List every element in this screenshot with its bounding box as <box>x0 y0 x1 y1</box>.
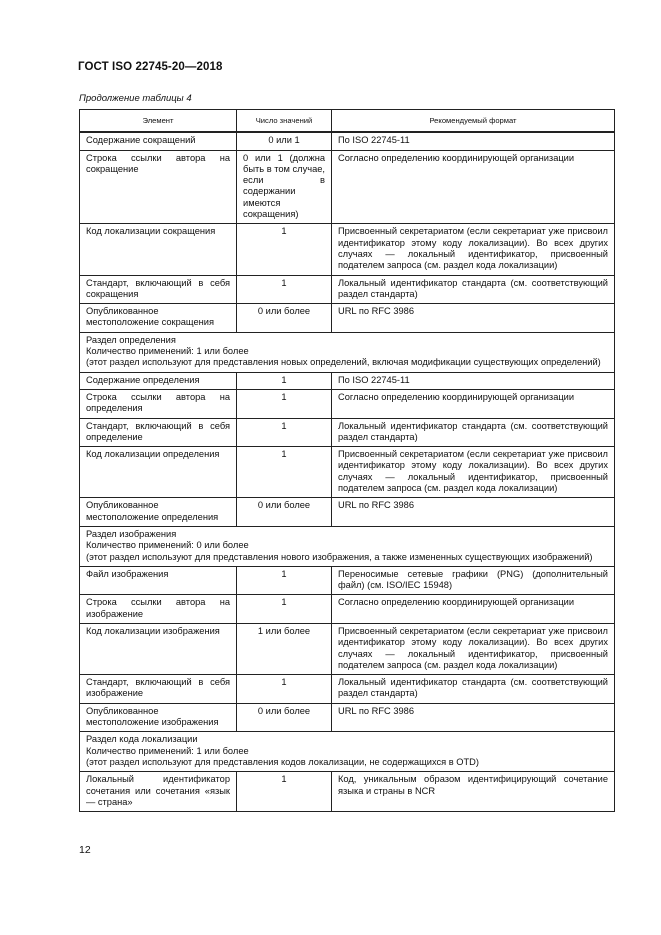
table-row <box>80 703 615 732</box>
cell-element: Стандарт, включающий в себя определение <box>80 418 237 447</box>
cell-count: 0 или 1 (должна быть в том случае, если в содержании имеются сокращения) <box>237 150 332 224</box>
section-title: Раздел изображения <box>86 528 177 539</box>
column-header-count: Число значений <box>237 110 332 133</box>
table-row <box>80 132 615 150</box>
cell-format: Присвоенный секретариатом (если секретариат уже присвоил идентификатор этому коду локализации). Во всех других случаях — локальный идентификатор, присвоенный подателем запроса (см. раздел кода локализации) <box>332 623 615 674</box>
cell-element: Опубликованное местоположение изображения <box>80 703 237 732</box>
section-note: (этот раздел используют для представления новых определений, включая модификации существующих определений) <box>86 357 601 368</box>
cell-count: 1 <box>237 566 332 595</box>
cell-format: Присвоенный секретариатом (если секретариат уже присвоил идентификатор этому коду локализации). Во всех других случаях — локальный идентификатор, присвоенный подателем запроса (см. раздел кода локализации) <box>332 224 615 275</box>
cell-element: Файл изображения <box>80 566 237 595</box>
cell-element: Код локализации определения <box>80 447 237 498</box>
cell-element: Опубликованное местоположение сокращения <box>80 304 237 333</box>
section-title: Раздел определения <box>86 334 176 345</box>
cell-count: 1 или более <box>237 623 332 674</box>
table-row <box>80 447 615 498</box>
cell-format: URL по RFC 3986 <box>332 498 615 527</box>
cell-format: По ISO 22745-11 <box>332 372 615 389</box>
table-row <box>80 595 615 624</box>
cell-format: Согласно определению координирующей организации <box>332 389 615 418</box>
cell-count: 1 <box>237 772 332 812</box>
cell-count: 1 <box>237 595 332 624</box>
cell-format: Переносимые сетевые графики (PNG) (дополнительный файл) (см. ISO/IEC 15948) <box>332 566 615 595</box>
cell-element: Код локализации сокращения <box>80 224 237 275</box>
page-number: 12 <box>79 844 91 856</box>
table-row <box>80 304 615 333</box>
cell-format: Локальный идентификатор стандарта (см. соответствующий раздел стандарта) <box>332 418 615 447</box>
table-row <box>80 566 615 595</box>
column-header-element: Элемент <box>80 110 237 133</box>
table-continuation-caption: Продолжение таблицы 4 <box>79 93 192 104</box>
requirements-table <box>79 109 615 812</box>
cell-count: 1 <box>237 372 332 389</box>
table-row <box>80 372 615 389</box>
table-header-row <box>80 110 615 133</box>
cell-count: 1 <box>237 418 332 447</box>
cell-format: Присвоенный секретариатом (если секретариат уже присвоил идентификатор этому коду локализации). Во всех других случаях — локальный идентификатор, присвоенный подателем запроса (см. раздел кода локализации) <box>332 447 615 498</box>
section-title: Раздел кода локализации <box>86 734 198 745</box>
standard-designation: ГОСТ ISO 22745-20—2018 <box>78 61 223 73</box>
section-note: (этот раздел используют для представления нового изображения, а также измененных существующих изображений) <box>86 551 593 562</box>
section-count: Количество применений: 1 или более <box>86 346 249 357</box>
section-note: (этот раздел используют для представления кодов локализации, не содержащихся в OTD) <box>86 756 479 767</box>
cell-element: Содержание сокращений <box>80 132 237 150</box>
cell-count: 1 <box>237 675 332 704</box>
table-row <box>80 772 615 812</box>
table-row <box>80 623 615 674</box>
section-count: Количество применений: 0 или более <box>86 540 249 551</box>
cell-count: 0 или более <box>237 703 332 732</box>
cell-count: 0 или более <box>237 498 332 527</box>
section-cell <box>80 732 615 772</box>
table-row <box>80 275 615 304</box>
cell-format: По ISO 22745-11 <box>332 132 615 150</box>
cell-format: URL по RFC 3986 <box>332 703 615 732</box>
cell-count: 1 <box>237 447 332 498</box>
table-row <box>80 150 615 224</box>
table-row <box>80 389 615 418</box>
section-count: Количество применений: 1 или более <box>86 745 249 756</box>
section-row-locale <box>80 732 615 772</box>
cell-format: Согласно определению координирующей организации <box>332 150 615 224</box>
cell-element: Строка ссылки автора на изображение <box>80 595 237 624</box>
section-row-definition <box>80 332 615 372</box>
section-cell <box>80 332 615 372</box>
table-row <box>80 675 615 704</box>
cell-count: 1 <box>237 275 332 304</box>
cell-format: Локальный идентификатор стандарта (см. соответствующий раздел стандарта) <box>332 675 615 704</box>
cell-element: Стандарт, включающий в себя сокращения <box>80 275 237 304</box>
cell-count: 1 <box>237 224 332 275</box>
cell-element: Строка ссылки автора на сокращение <box>80 150 237 224</box>
cell-count: 0 или более <box>237 304 332 333</box>
table-row <box>80 498 615 527</box>
cell-format: Код, уникальным образом идентифицирующий сочетание языка и страны в NCR <box>332 772 615 812</box>
cell-element: Строка ссылки автора на определения <box>80 389 237 418</box>
cell-format: Локальный идентификатор стандарта (см. соответствующий раздел стандарта) <box>332 275 615 304</box>
cell-element: Стандарт, включающий в себя изображение <box>80 675 237 704</box>
column-header-format: Рекомендуемый формат <box>332 110 615 133</box>
cell-format: URL по RFC 3986 <box>332 304 615 333</box>
cell-count: 0 или 1 <box>237 132 332 150</box>
cell-element: Локальный идентификатор сочетания или сочетания «язык — страна» <box>80 772 237 812</box>
cell-format: Согласно определению координирующей организации <box>332 595 615 624</box>
section-row-image <box>80 526 615 566</box>
cell-element: Код локализации изображения <box>80 623 237 674</box>
cell-count: 1 <box>237 389 332 418</box>
table-row <box>80 224 615 275</box>
cell-element: Содержание определения <box>80 372 237 389</box>
table-row <box>80 418 615 447</box>
section-cell <box>80 526 615 566</box>
cell-element: Опубликованное местоположение определения <box>80 498 237 527</box>
